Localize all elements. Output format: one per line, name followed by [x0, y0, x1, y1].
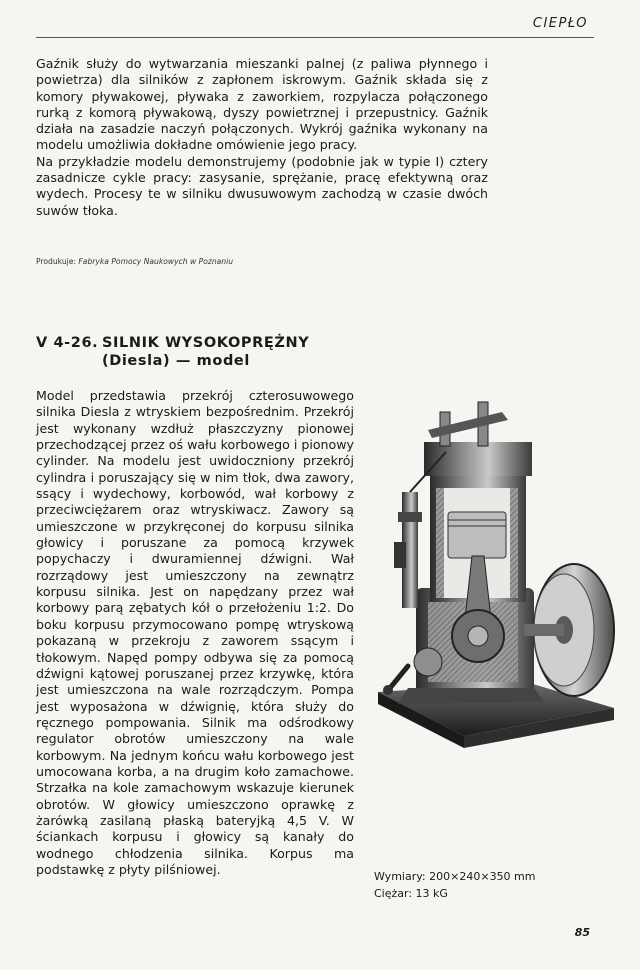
section-subtitle: (Diesla) — model [102, 353, 250, 369]
intro-paragraph-2: Na przykładzie modelu demonstrujemy (podobnie jak w typie I) cztery zasadnicze cykle pracy: zasysanie, sprężanie, pracę efektywną oraz wydech. Procesy te w silniku dwusuwowym zachodzą w czasie dwóch suwów tłoka. [36, 153, 488, 218]
section-heading [36, 334, 456, 370]
page-number: 85 [574, 926, 590, 939]
producer-note [36, 257, 233, 266]
intro-paragraph-1: Gaźnik służy do wytwarzania mieszanki palnej (z paliwa płynnego i powietrza) dla silników z zapłonem iskrowym. Gaźnik składa się z komory pływakowej, pływaka z zaworkiem, rozpylacza połączonego rurką z komorą pływakową, dyszy powietrznej i przepustnicy. Gaźnik działa na zasadzie naczyń połączonych. Wykrój gaźnika wykonany na modelu umożliwia dokładne omówienie jego pracy. [36, 56, 488, 153]
running-header: CIEPŁO [532, 16, 588, 31]
weight: Ciężar: 13 kG [374, 887, 448, 900]
producer-name: Fabryka Pomocy Naukowych w Poznaniu [78, 257, 234, 266]
header-rule [36, 37, 594, 38]
intro-text [36, 56, 488, 219]
catalog-code: V 4-26. [36, 335, 99, 351]
diesel-engine-model-photo [368, 392, 618, 767]
specifications [374, 868, 536, 902]
dimensions: Wymiary: 200×240×350 mm [374, 870, 536, 883]
producer-label: Produkuje: [36, 257, 76, 266]
section-title: SILNIK WYSOKOPRĘŻNY [102, 335, 310, 351]
description-text: Model przedstawia przekrój czterosuwowego silnika Diesla z wtryskiem bezpośrednim. Przekrój jest wykonany wzdłuż płaszczyzny pionowej przechodzącej przez oś wału korbowego i pionowy cylinder. Na modelu jest uwidoczniony przekrój cylindra i poruszający się w nim tłok, dwa zawory, ssący i wydechowy, korbowód, wał korbowy z przeciwciężarem oraz wtryskiwacz. Zawory są umieszczone w przykręconej do korpusu silnika głowicy i poruszane za pomocą krzywek popychaczy i dwuramiennej dźwigni. Wał rozrządowy jest umieszczony na zewnątrz korpusu silnika. Jest on napędzany przez wał korbowy parą zębatych kół o przełożeniu 1:2. Do boku korpusu przymocowano pompę wtryskową pokazaną w przekroju z zaworem ssącym i tłokowym. Napęd pompy odbywa się za pomocą dźwigni kątowej poruszanej przez krzywkę, która jest umieszczona na wale rozrządczym. Pompa jest wyposażona w dźwignię, która służy do ręcznego pompowania. Silnik ma odśrodkowy regulator obrotów umieszczony na wale korbowym. Na jednym końcu wału korbowego jest umocowana korba, a na drugim koło zamachowe. Strzałka na kole zamachowym wskazuje kierunek obrotów. W głowicy umieszczono oprawkę z żarówką zasilaną płaską bateryjką 4,5 V. W ściankach korpusu i głowicy są kanały do wodnego chłodzenia silnika. Korpus ma podstawkę z płyty pilśniowej. [36, 388, 354, 877]
